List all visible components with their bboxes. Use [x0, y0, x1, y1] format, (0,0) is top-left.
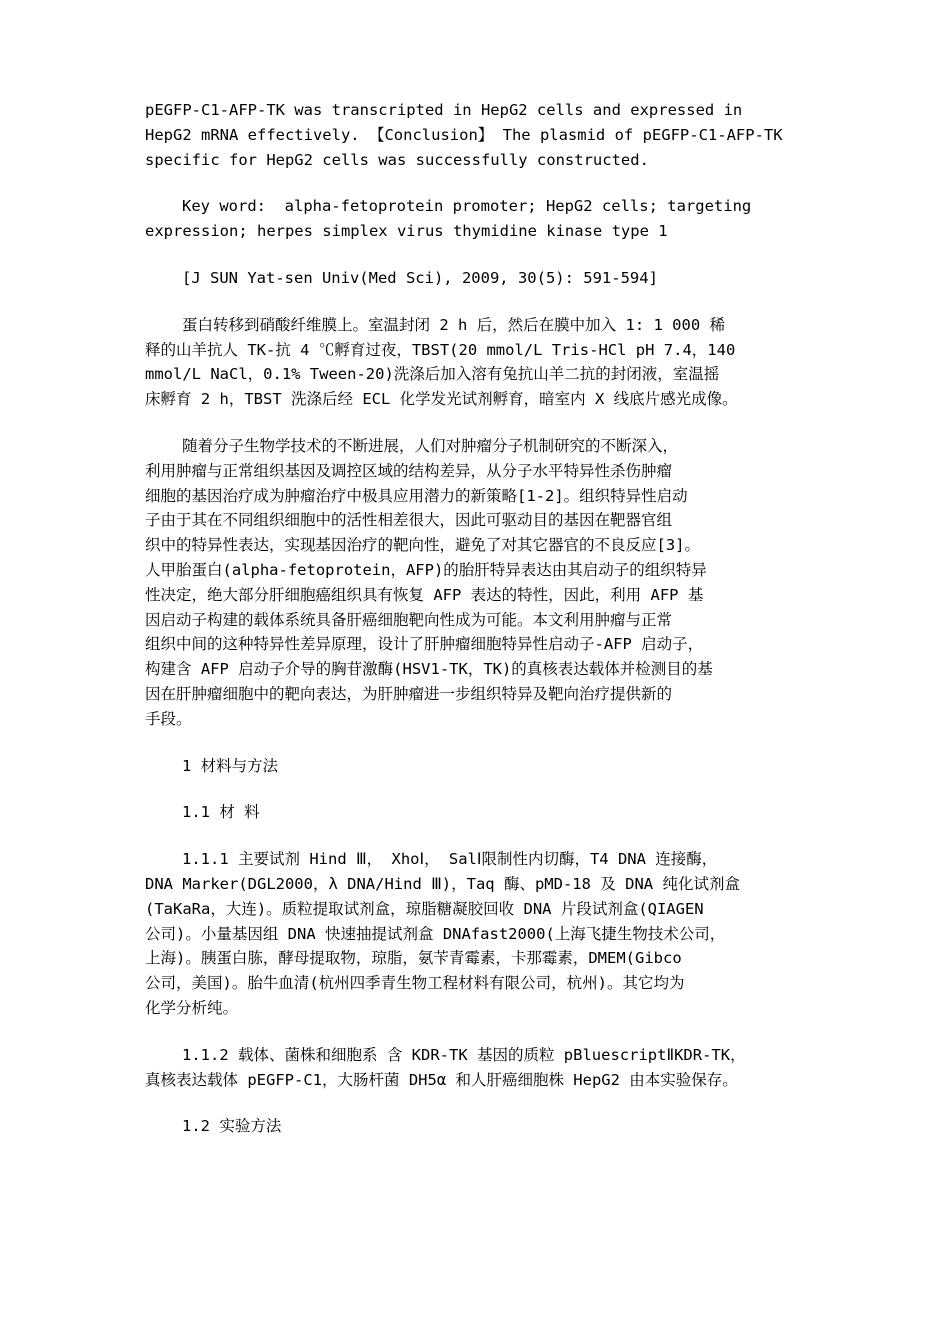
text-line: 因在肝肿瘤细胞中的靶向表达，为肝肿瘤进一步组织特异及靶向治疗提供新的 [145, 684, 673, 703]
text-line: HepG2 mRNA effectively. 【Conclusion】 The plasmid of pEGFP-C1-AFP-TK [145, 125, 783, 144]
text-line: 公司)。小量基因组 DNA 快速抽提试剂盒 DNAfast2000(上海飞捷生物技术公司， [145, 924, 726, 943]
text-line: 真核表达载体 pEGFP-C1，大肠杆菌 DH5α 和人肝癌细胞株 HepG2 由本实验保存。 [145, 1070, 738, 1089]
text-line: 手段。 [145, 709, 192, 728]
text-line: 织中的特异性表达，实现基因治疗的靶向性，避免了对其它器官的不良反应[3]。 [145, 536, 700, 555]
text-line: 因启动子构建的载体系统具备肝癌细胞靶向性成为可能。本文利用肿瘤与正常 [145, 610, 673, 629]
text-line: 组织中间的这种特异性差异原理，设计了肝肿瘤细胞特异性启动子-AFP 启动子， [145, 635, 704, 654]
text-line: 化学分析纯。 [145, 998, 239, 1017]
citation [145, 266, 825, 291]
text-line: 蛋白转移到硝酸纤维膜上。室温封闭 2 h 后，然后在膜中加入 1: 1 000 稀 [182, 315, 725, 334]
abstract-tail-paragraph [145, 98, 825, 172]
introduction-paragraph [145, 434, 825, 732]
paper-page [145, 98, 825, 1161]
section-heading-materials-methods: 1 材料与方法 [182, 756, 279, 775]
text-line: 1.1.1 主要试剂 Hind Ⅲ， XhoⅠ， SalⅠ限制性内切酶，T4 DNA 连接酶， [182, 850, 718, 869]
text-line: 公司，美国)。胎牛血清(杭州四季青生物工程材料有限公司，杭州)。其它均为 [145, 974, 685, 993]
text-line: Key word: alpha-fetoprotein promoter; HepG2 cells; targeting [182, 197, 752, 216]
text-line: 细胞的基因治疗成为肿瘤治疗中极具应用潜力的新策略[1-2]。组织特异性启动 [145, 486, 688, 505]
text-line: mmol/L NaCl，0.1% Tween-20)洗涤后加入溶有兔抗山羊二抗的封闭液，室温摇 [145, 365, 720, 384]
text-line: 人甲胎蛋白(alpha-fetoprotein，AFP)的胎肝特异表达由其启动子的组织特异 [145, 560, 707, 579]
text-line: 利用肿瘤与正常组织基因及调控区域的结构差异，从分子水平特异性杀伤肿瘤 [145, 461, 673, 480]
text-line: 性决定，绝大部分肝细胞癌组织具有恢复 AFP 表达的特性，因此，利用 AFP 基 [145, 585, 704, 604]
text-line: 子由于其在不同组织细胞中的活性相差很大，因此可驱动目的基因在靶器官组 [145, 511, 673, 530]
text-line: expression; herpes simplex virus thymidine kinase type 1 [145, 222, 668, 241]
reagents-paragraph [145, 847, 825, 1021]
text-line: 构建含 AFP 启动子介导的胸苷激酶(HSV1-TK，TK)的真核表达载体并检测目的基 [145, 660, 713, 679]
western-blot-paragraph [145, 313, 825, 412]
text-line: 1.1.2 载体、菌株和细胞系 含 KDR-TK 基因的质粒 pBluescriptⅡKDR-TK， [182, 1045, 746, 1064]
text-line: specific for HepG2 cells was successfully constructed. [145, 150, 649, 169]
subsection-heading-methods: 1.2 实验方法 [182, 1117, 282, 1136]
citation-text: [J SUN Yat-sen Univ(Med Sci), 2009, 30(5): 591-594] [182, 268, 658, 287]
text-line: 上海)。胰蛋白胨，酵母提取物，琼脂，氨苄青霉素，卡那霉素，DMEM(Gibco [145, 949, 682, 968]
subsection-heading-materials: 1.1 材 料 [182, 803, 260, 822]
text-line: DNA Marker(DGL2000，λ DNA/Hind Ⅲ)，Taq 酶、pMD-18 及 DNA 纯化试剂盒 [145, 874, 740, 893]
text-line: (TaKaRa，大连)。质粒提取试剂盒，琼脂糖凝胶回收 DNA 片段试剂盒(QIAGEN [145, 899, 704, 918]
text-line: 释的山羊抗人 TK-抗 4 ℃孵育过夜，TBST(20 mmol/L Tris-HCl pH 7.4，140 [145, 340, 736, 359]
text-line: 随着分子生物学技术的不断进展，人们对肿瘤分子机制研究的不断深入， [182, 436, 679, 455]
keywords-paragraph [145, 194, 825, 244]
text-line: 床孵育 2 h，TBST 洗涤后经 ECL 化学发光试剂孵育，暗室内 X 线底片感光成像。 [145, 390, 738, 409]
vectors-paragraph [145, 1043, 825, 1093]
text-line: pEGFP-C1-AFP-TK was transcripted in HepG2 cells and expressed in [145, 101, 743, 119]
